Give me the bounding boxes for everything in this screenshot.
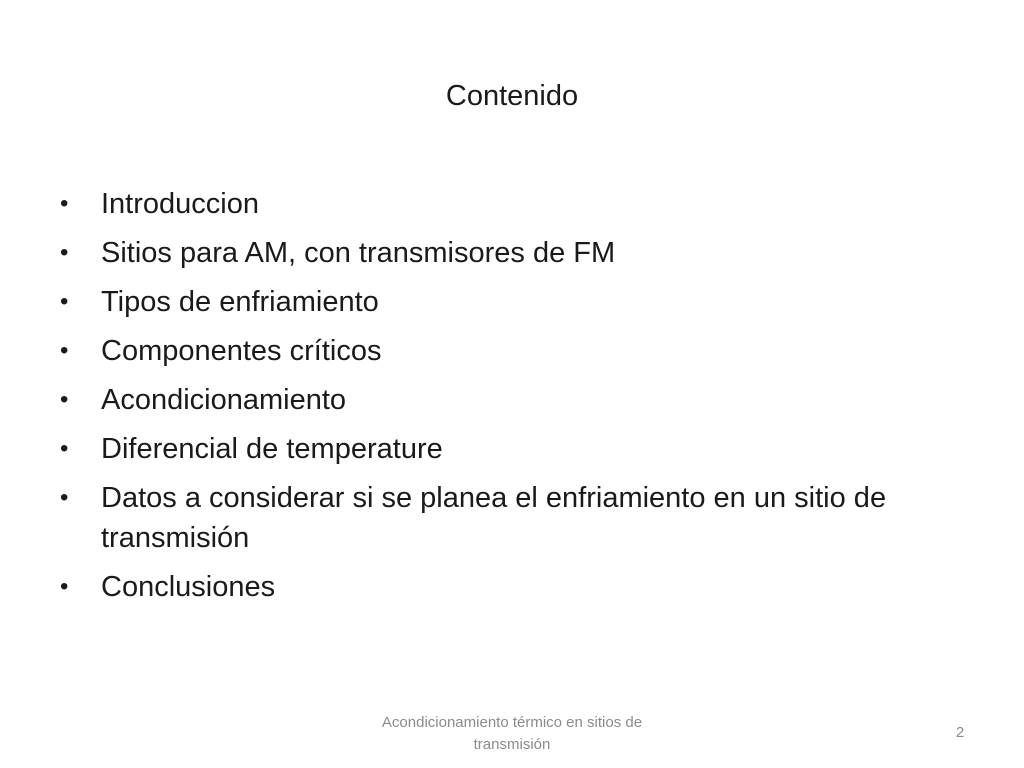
list-item-label: Datos a considerar si se planea el enfriamiento en un sitio de transmisión: [101, 482, 887, 554]
list-item-label: Conclusiones: [101, 571, 276, 603]
contents-list: [60, 184, 960, 616]
list-item-label: Tipos de enfriamiento: [101, 286, 379, 318]
list-item-label: Componentes críticos: [101, 335, 382, 367]
bullet-icon: •: [60, 337, 69, 364]
list-item: [60, 331, 960, 371]
list-item: [60, 567, 960, 607]
list-item: [60, 184, 960, 224]
list-item: [60, 380, 960, 420]
page-number: 2: [955, 724, 965, 741]
list-item: [60, 233, 960, 273]
bullet-icon: •: [60, 190, 69, 217]
bullet-icon: •: [60, 484, 69, 511]
list-item: [60, 429, 960, 469]
bullet-icon: •: [60, 288, 69, 315]
bullet-icon: •: [60, 573, 69, 600]
slide-footer: Acondicionamiento térmico en sitios de transmisión: [381, 714, 643, 753]
slide-title: Contenido: [445, 80, 579, 112]
bullet-icon: •: [60, 386, 69, 413]
list-item-label: Introduccion: [101, 188, 259, 220]
list-item-label: Acondicionamiento: [101, 384, 347, 416]
list-item-label: Sitios para AM, con transmisores de FM: [101, 237, 616, 269]
list-item: [60, 282, 960, 322]
bullet-icon: •: [60, 435, 69, 462]
list-item-label: Diferencial de temperature: [101, 433, 443, 465]
list-item: [60, 478, 960, 558]
bullet-icon: •: [60, 239, 69, 266]
